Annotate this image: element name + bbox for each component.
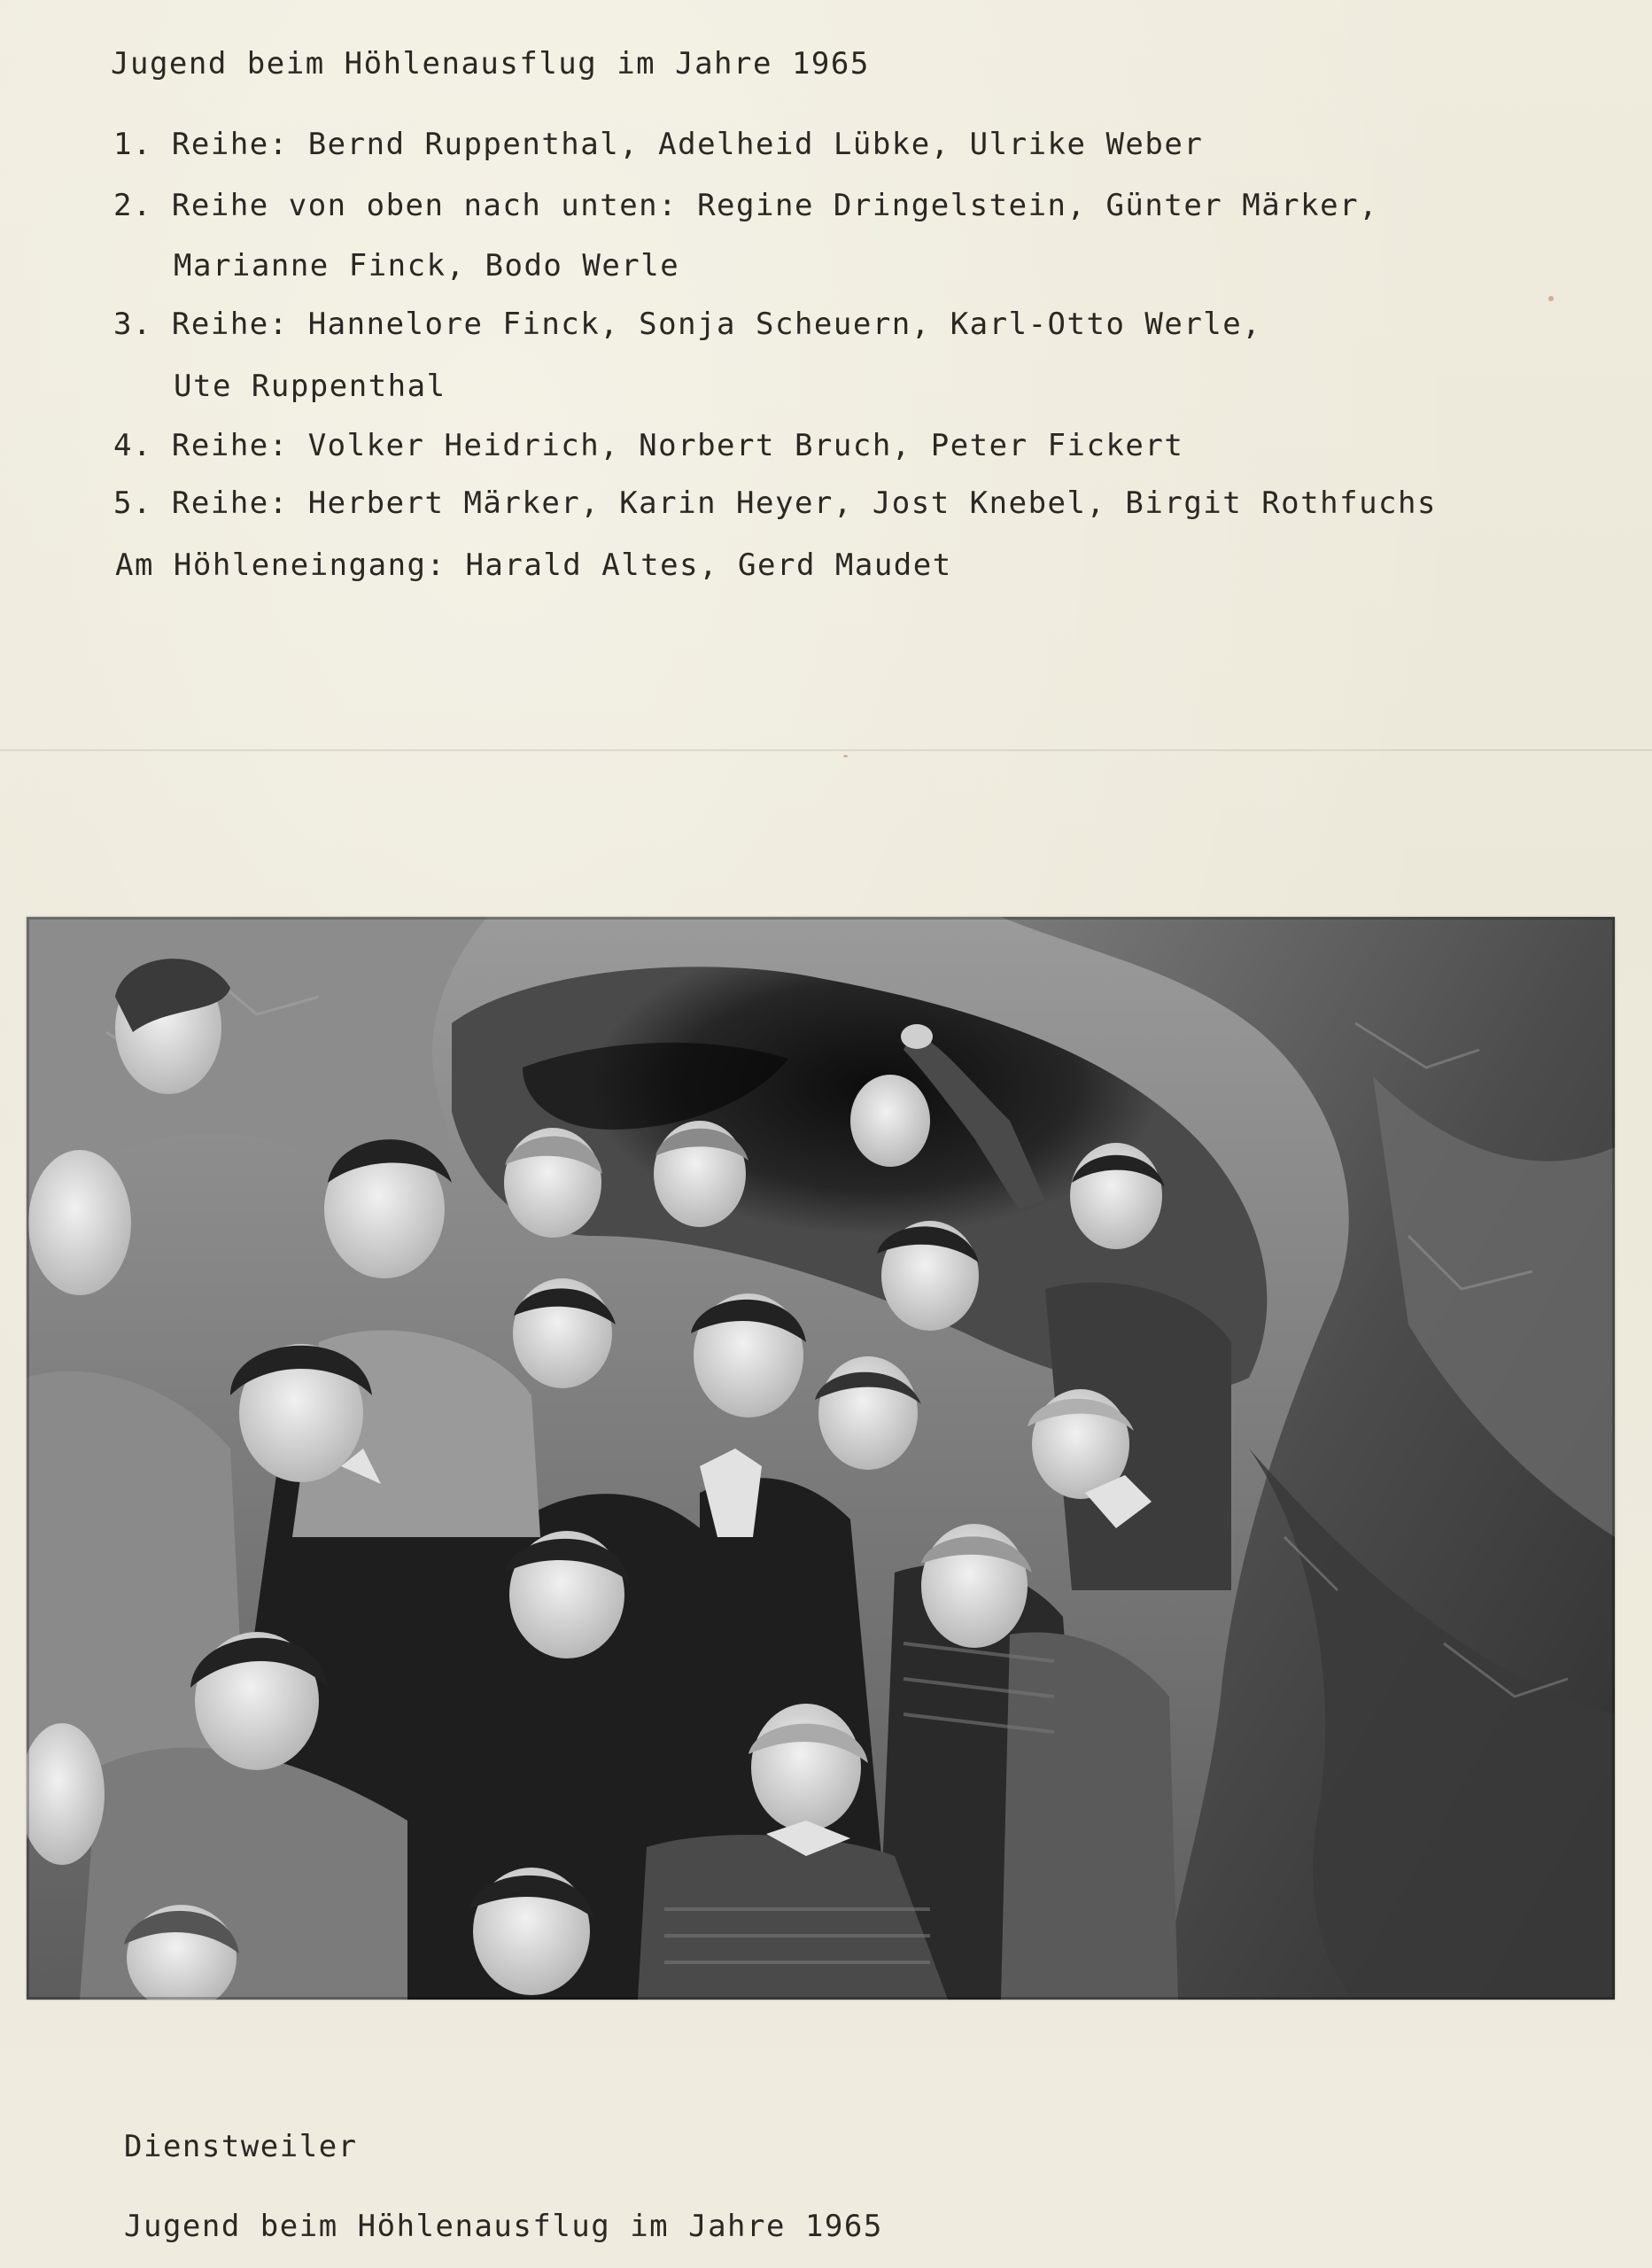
row-4-names: 4. Reihe: Volker Heidrich, Norbert Bruch, Peter Fickert	[113, 428, 1184, 463]
place-name: Dienstweiler	[124, 2129, 358, 2164]
cave-entrance-names: Am Höhleneingang: Harald Altes, Gerd Maudet	[115, 548, 952, 583]
caption-title: Jugend beim Höhlenausflug im Jahre 1965	[111, 46, 870, 82]
row-2-names: 2. Reihe von oben nach unten: Regine Dringelstein, Günter Märker,	[113, 188, 1379, 223]
row-3-names-continued: Ute Ruppenthal	[174, 369, 446, 404]
paper-spot	[1548, 296, 1554, 301]
paper-spot	[843, 755, 848, 757]
row-3-names: 3. Reihe: Hannelore Finck, Sonja Scheuern, Karl-Otto Werle,	[113, 307, 1262, 342]
caption-bottom: Jugend beim Höhlenausflug im Jahre 1965	[124, 2209, 883, 2244]
paper-fold-line	[0, 750, 1652, 752]
row-2-names-continued: Marianne Finck, Bodo Werle	[174, 248, 680, 284]
group-photo	[27, 917, 1615, 2000]
row-5-names: 5. Reihe: Herbert Märker, Karin Heyer, Jost Knebel, Birgit Rothfuchs	[113, 485, 1437, 521]
row-1-names: 1. Reihe: Bernd Ruppenthal, Adelheid Lübke, Ulrike Weber	[113, 127, 1204, 162]
